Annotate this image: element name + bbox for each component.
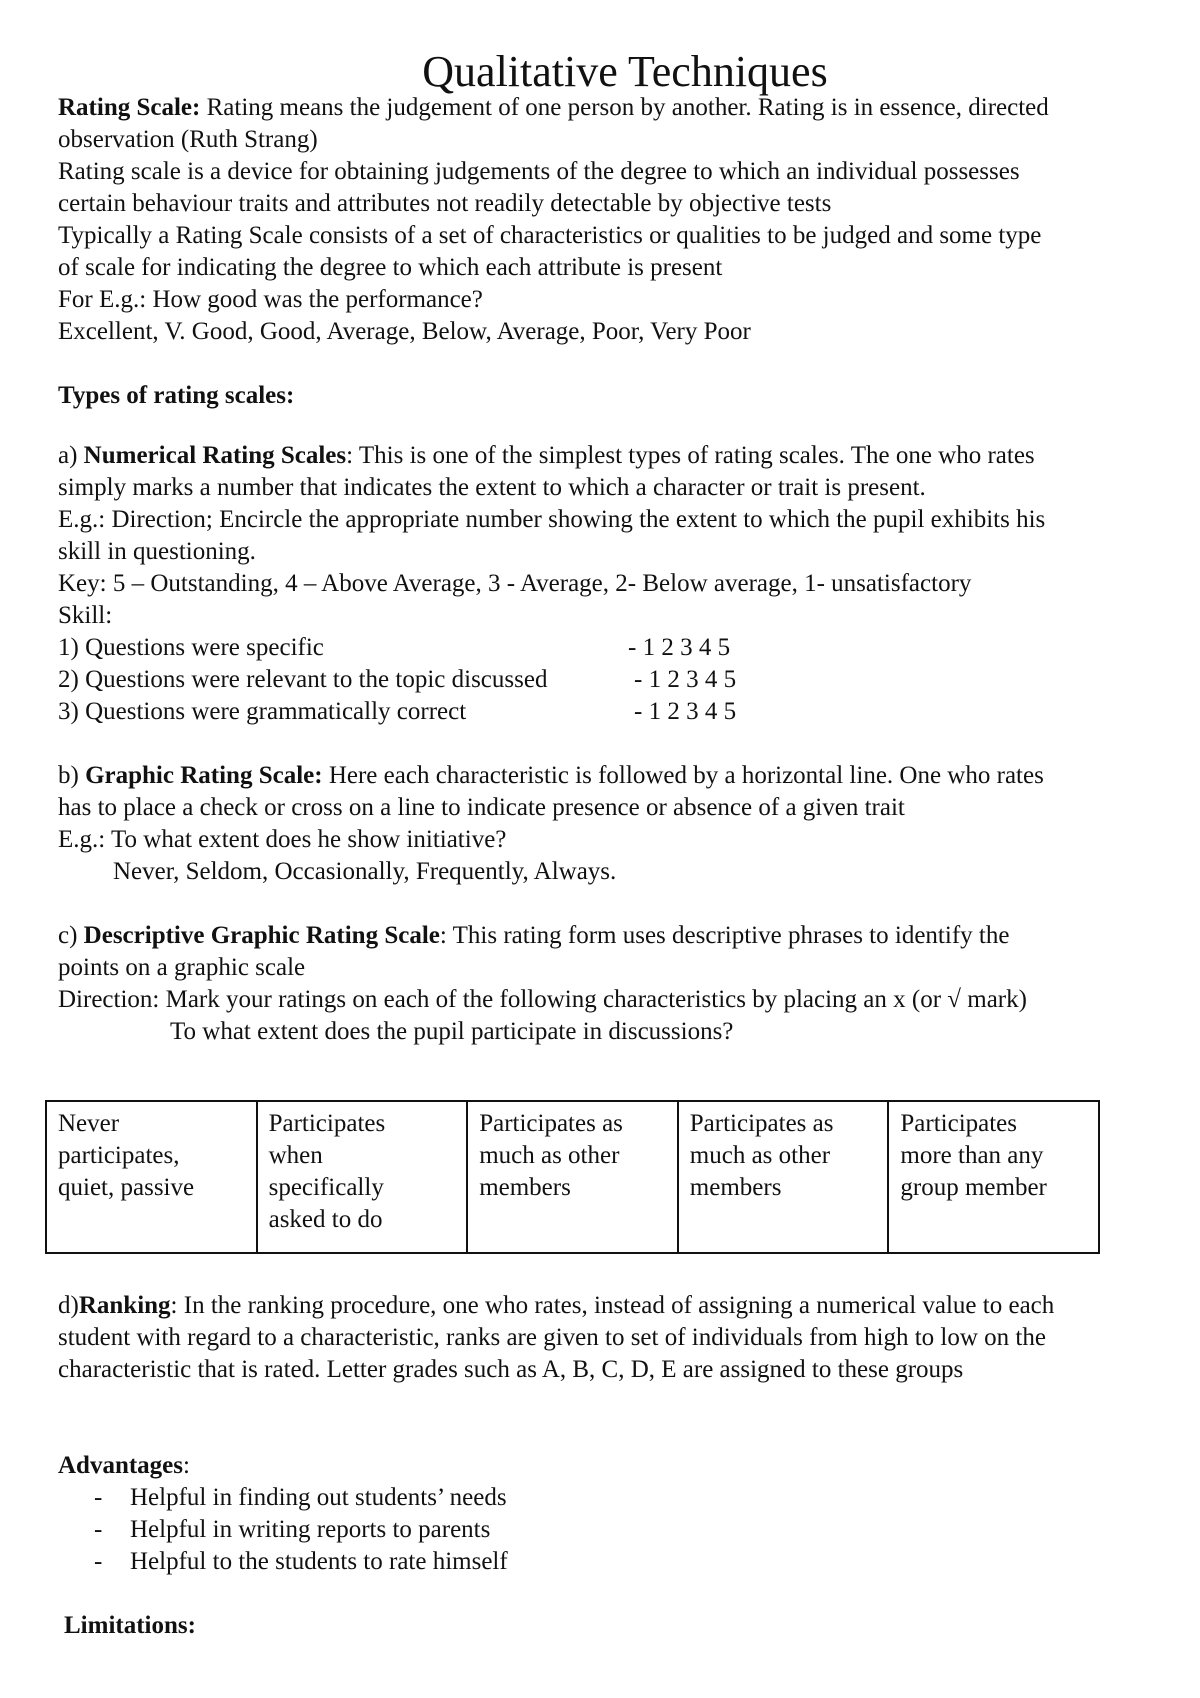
skill-item-3: 3) Questions were grammatically correct bbox=[58, 698, 467, 725]
table-cell: Never participates, quiet, passive bbox=[46, 1101, 257, 1253]
advantages-line bbox=[58, 1450, 190, 1482]
table-row bbox=[46, 1101, 1099, 1253]
descriptive-scale-table bbox=[45, 1100, 1100, 1254]
numerical-key: Key: 5 – Outstanding, 4 – Above Average, 3 - Average, 2- Below average, 1- unsatisfactory bbox=[58, 570, 972, 597]
list-item: Helpful in writing reports to parents bbox=[130, 1516, 491, 1543]
ranking-line-3: characteristic that is rated. Letter grades such as A, B, C, D, E are assigned to these groups bbox=[58, 1356, 964, 1383]
types-heading: Types of rating scales: bbox=[58, 382, 295, 409]
skill-label: Skill: bbox=[58, 602, 113, 629]
rating-scale-line-2: observation (Ruth Strang) bbox=[58, 126, 318, 153]
descriptive-line-1 bbox=[58, 920, 1009, 952]
descriptive-heading: Descriptive Graphic Rating Scale bbox=[83, 922, 440, 949]
ranking-line-1 bbox=[58, 1290, 1054, 1322]
bullet-dash: - bbox=[94, 1516, 103, 1543]
skill-item-2: 2) Questions were relevant to the topic discussed bbox=[58, 666, 548, 693]
graphic-line-4: Never, Seldom, Occasionally, Frequently, Always. bbox=[113, 858, 617, 885]
ranking-prefix: d) bbox=[58, 1292, 79, 1319]
skill-score-1: - 1 2 3 4 5 bbox=[628, 634, 731, 661]
rating-scale-line-5: Typically a Rating Scale consists of a set of characteristics or qualities to be judged and some type bbox=[58, 222, 1042, 249]
advantages-colon: : bbox=[183, 1452, 190, 1479]
skill-item-1: 1) Questions were specific bbox=[58, 634, 324, 661]
table-cell: Participates as much as other members bbox=[678, 1101, 889, 1253]
numerical-heading: Numerical Rating Scales bbox=[83, 442, 347, 469]
graphic-line-2: has to place a check or cross on a line to indicate presence or absence of a given trait bbox=[58, 794, 905, 821]
limitations-heading: Limitations: bbox=[64, 1612, 196, 1639]
rating-scale-line-4: certain behaviour traits and attributes not readily detectable by objective tests bbox=[58, 190, 832, 217]
descriptive-line-3: Direction: Mark your ratings on each of the following characteristics by placing an x (or √ mark) bbox=[58, 986, 1027, 1013]
numerical-line-1 bbox=[58, 440, 1035, 472]
ranking-heading: Ranking bbox=[78, 1292, 171, 1319]
skill-score-3: - 1 2 3 4 5 bbox=[634, 698, 737, 725]
rating-scale-text: Rating means the judgement of one person by another. Rating is in essence, directed bbox=[200, 94, 1049, 121]
table-cell: Participates as much as other members bbox=[467, 1101, 678, 1253]
numerical-text: : This is one of the simplest types of rating scales. The one who rates bbox=[346, 442, 1035, 469]
rating-scale-line-7: For E.g.: How good was the performance? bbox=[58, 286, 483, 313]
graphic-heading: Graphic Rating Scale: bbox=[85, 762, 323, 789]
table-cell: Participates when specifically asked to do bbox=[257, 1101, 468, 1253]
numerical-line-3: E.g.: Direction; Encircle the appropriate number showing the extent to which the pupil exhibits his bbox=[58, 506, 1046, 533]
descriptive-text: : This rating form uses descriptive phrases to identify the bbox=[439, 922, 1010, 949]
descriptive-line-2: points on a graphic scale bbox=[58, 954, 306, 981]
list-item: Helpful to the students to rate himself bbox=[130, 1548, 508, 1575]
skill-score-2: - 1 2 3 4 5 bbox=[634, 666, 737, 693]
advantages-heading: Advantages bbox=[58, 1452, 184, 1479]
bullet-dash: - bbox=[94, 1548, 103, 1575]
rating-scale-line-1 bbox=[58, 92, 1049, 124]
descriptive-prefix: c) bbox=[58, 922, 84, 949]
ranking-text: : In the ranking procedure, one who rates, instead of assigning a numerical value to each bbox=[170, 1292, 1055, 1319]
page-title: Qualitative Techniques bbox=[422, 47, 828, 96]
bullet-dash: - bbox=[94, 1484, 103, 1511]
rating-scale-line-8: Excellent, V. Good, Good, Average, Below, Average, Poor, Very Poor bbox=[58, 318, 751, 345]
numerical-line-2: simply marks a number that indicates the extent to which a character or trait is present. bbox=[58, 474, 926, 501]
rating-scale-line-6: of scale for indicating the degree to which each attribute is present bbox=[58, 254, 723, 281]
graphic-text: Here each characteristic is followed by a horizontal line. One who rates bbox=[322, 762, 1044, 789]
graphic-prefix: b) bbox=[58, 762, 86, 789]
ranking-line-2: student with regard to a characteristic, ranks are given to set of individuals from high to low on the bbox=[58, 1324, 1046, 1351]
graphic-line-1 bbox=[58, 760, 1044, 792]
list-item: Helpful in finding out students’ needs bbox=[130, 1484, 507, 1511]
numerical-prefix: a) bbox=[58, 442, 84, 469]
table-cell: Participates more than any group member bbox=[888, 1101, 1099, 1253]
rating-scale-line-3: Rating scale is a device for obtaining judgements of the degree to which an individual possesses bbox=[58, 158, 1020, 185]
numerical-line-4: skill in questioning. bbox=[58, 538, 256, 565]
rating-scale-heading: Rating Scale: bbox=[58, 94, 201, 121]
graphic-line-3: E.g.: To what extent does he show initiative? bbox=[58, 826, 507, 853]
descriptive-line-4: To what extent does the pupil participate in discussions? bbox=[170, 1018, 734, 1045]
